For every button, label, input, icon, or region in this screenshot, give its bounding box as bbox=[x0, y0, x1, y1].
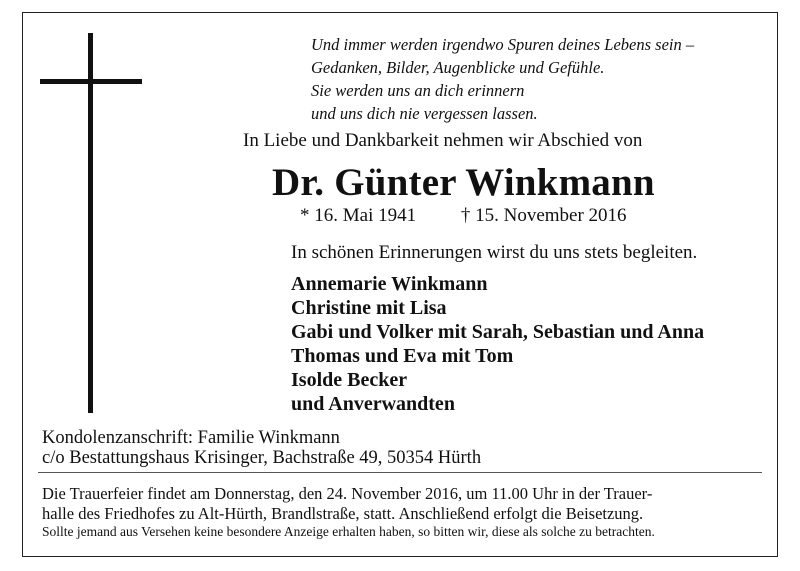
cross-icon-horizontal bbox=[40, 79, 142, 84]
poem-line: Gedanken, Bilder, Augenblicke und Gefühle. bbox=[311, 58, 605, 77]
divider bbox=[38, 472, 762, 473]
deceased-name: Dr. Günter Winkmann bbox=[272, 161, 655, 204]
family-member: und Anverwandten bbox=[291, 393, 455, 415]
cross-icon-vertical bbox=[88, 33, 93, 413]
birth-date: * 16. Mai 1941 bbox=[300, 205, 417, 226]
family-member: Isolde Becker bbox=[291, 369, 408, 391]
address-line: c/o Bestattungshaus Krisinger, Bachstraße 49, 50354 Hürth bbox=[42, 448, 482, 468]
footnote: Sollte jemand aus Versehen keine besondere Anzeige erhalten haben, so bitten wir, diese als solche zu betrachten. bbox=[42, 524, 655, 539]
ceremony-line: halle des Friedhofes zu Alt-Hürth, Brandlstraße, statt. Anschließend erfolgt die Beisetzung. bbox=[42, 504, 644, 523]
life-dates bbox=[300, 205, 627, 227]
poem-line: Und immer werden irgendwo Spuren deines Lebens sein – bbox=[311, 35, 695, 54]
memory-line: In schönen Erinnerungen wirst du uns stets begleiten. bbox=[291, 242, 698, 263]
address-line: Kondolenzanschrift: Familie Winkmann bbox=[42, 428, 340, 448]
family-member: Gabi und Volker mit Sarah, Sebastian und Anna bbox=[291, 321, 705, 343]
family-list bbox=[291, 272, 704, 416]
condolence-address bbox=[42, 428, 481, 468]
poem bbox=[311, 33, 694, 125]
ceremony-line: Die Trauerfeier findet am Donnerstag, den 24. November 2016, um 11.00 Uhr in der Trauer- bbox=[42, 484, 653, 503]
farewell-intro: In Liebe und Dankbarkeit nehmen wir Abschied von bbox=[243, 130, 643, 151]
family-member: Annemarie Winkmann bbox=[291, 273, 488, 295]
poem-line: Sie werden uns an dich erinnern bbox=[311, 81, 525, 100]
family-member: Christine mit Lisa bbox=[291, 297, 447, 319]
ceremony-info bbox=[42, 484, 652, 524]
family-member: Thomas und Eva mit Tom bbox=[291, 345, 514, 367]
poem-line: und uns dich nie vergessen lassen. bbox=[311, 104, 538, 123]
death-date: † 15. November 2016 bbox=[460, 205, 627, 226]
